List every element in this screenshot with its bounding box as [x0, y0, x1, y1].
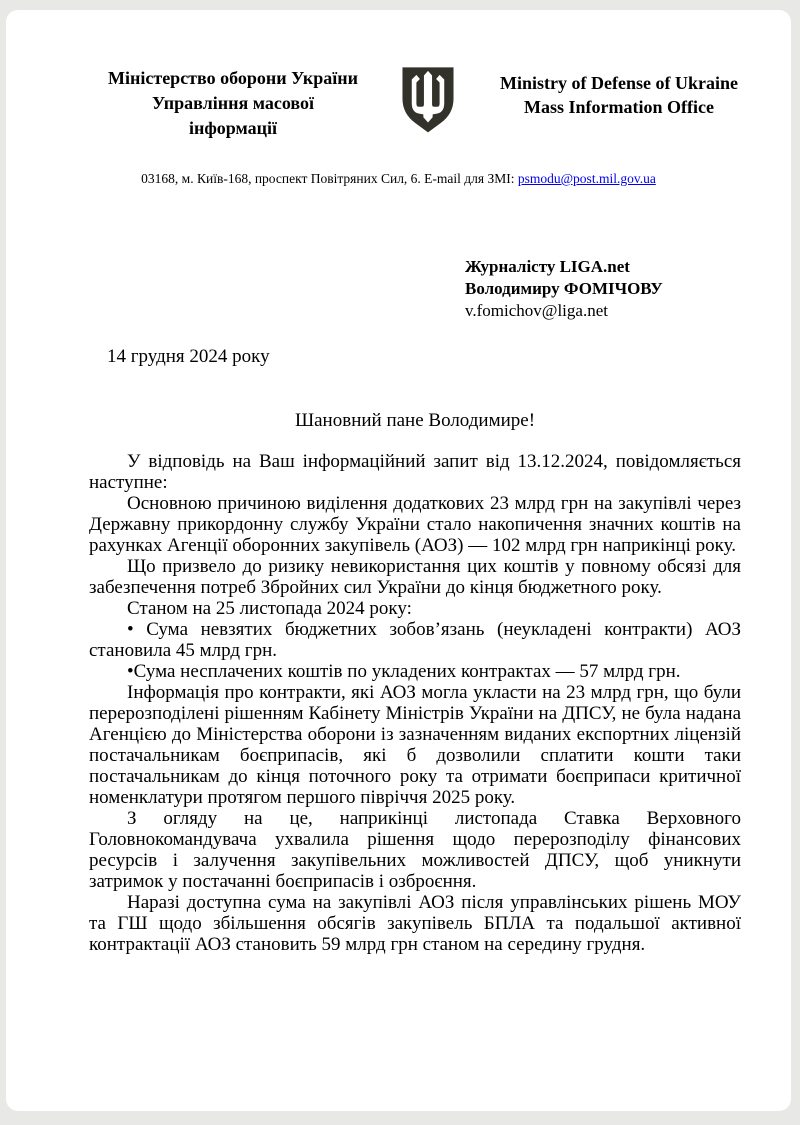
body-paragraph-intro: У відповідь на Ваш інформаційний запит від 13.12.2024, повідомляється наступне: — [89, 451, 741, 493]
letterhead-en-line-2: Mass Information Office — [524, 97, 714, 117]
armed-forces-emblem — [399, 66, 457, 136]
recipient-email: v.fomichov@liga.net — [465, 301, 608, 320]
body-paragraph-current-sum: Наразі доступна сума на закупівлі АОЗ після управлінських рішень МОУ та ГШ щодо збільшення обсягів закупівель БПЛА та подальшої активної контрактації АОЗ становить 59 млрд грн станом на середину грудня. — [89, 892, 741, 955]
body-paragraph-contracts-info: Інформація про контракти, які АОЗ могла укласти на 23 млрд грн, що були перерозподілені рішенням Кабінету Міністрів України на ДПСУ, не була надана Агенцією до Міністерства оборони із зазначенням виданих експортних ліцензій постачальникам боєприпасів, які б дозволили сплатити кошти таки постачальникам до кінця поточного року та отримати боєприпаси критичної номенклатури протягом першого півріччя 2025 року. — [89, 682, 741, 808]
letterhead-en-line-1: Ministry of Defense of Ukraine — [500, 73, 738, 93]
letter-body — [89, 451, 741, 955]
letterhead-ukrainian — [70, 66, 396, 141]
letterhead-ua-line-2: Управління масової — [152, 93, 314, 113]
document-page — [6, 10, 791, 1111]
recipient-role: Журналісту LIGA.net — [465, 257, 630, 276]
contact-address-line — [6, 171, 791, 187]
body-paragraph-as-of-date: Станом на 25 листопада 2024 року: — [127, 598, 412, 619]
letterhead-english — [464, 71, 774, 119]
recipient-name: Володимиру ФОМІЧОВУ — [465, 279, 663, 298]
recipient-block — [465, 256, 663, 322]
letter-date: 14 грудня 2024 року — [107, 346, 270, 367]
body-paragraph-bullet-unpaid: •Сума несплачених коштів по укладених контрактах — 57 млрд грн. — [127, 661, 681, 682]
letterhead-ua-line-3: інформації — [188, 118, 278, 138]
body-paragraph-risk: Що призвело до ризику невикористання цих коштів у повному обсязі для забезпечення потреб Збройних сил України до кінця бюджетного року. — [89, 556, 741, 598]
salutation: Шановний пане Володимире! — [294, 410, 536, 431]
body-paragraph-bullet-uncontracted: • Сума невзятих бюджетних зобов’язань (неукладені контракти) АОЗ становила 45 млрд грн. — [89, 619, 741, 661]
press-email-link[interactable]: psmodu@post.mil.gov.ua — [517, 171, 656, 186]
address-text: 03168, м. Київ-168, проспект Повітряних Сил, 6. E-mail для ЗМІ: — [141, 171, 518, 186]
body-paragraph-reason: Основною причиною виділення додаткових 23 млрд грн на закупівлі через Державну прикордонну службу України стало накопичення значних коштів на рахунках Агенції оборонних закупівель (АОЗ) — 102 млрд грн наприкінці року. — [89, 493, 741, 556]
trident-icon — [399, 66, 457, 136]
body-paragraph-stavka-decision: З огляду на це, наприкінці листопада Ставка Верховного Головнокомандувача ухвалила рішення щодо перерозподілу фінансових ресурсів і залучення закупівельних можливостей ДПСУ, щоб уникнути затримок у постачанні боєприпасів і озброєння. — [89, 808, 741, 892]
letterhead-ua-line-1: Міністерство оборони України — [108, 68, 358, 88]
